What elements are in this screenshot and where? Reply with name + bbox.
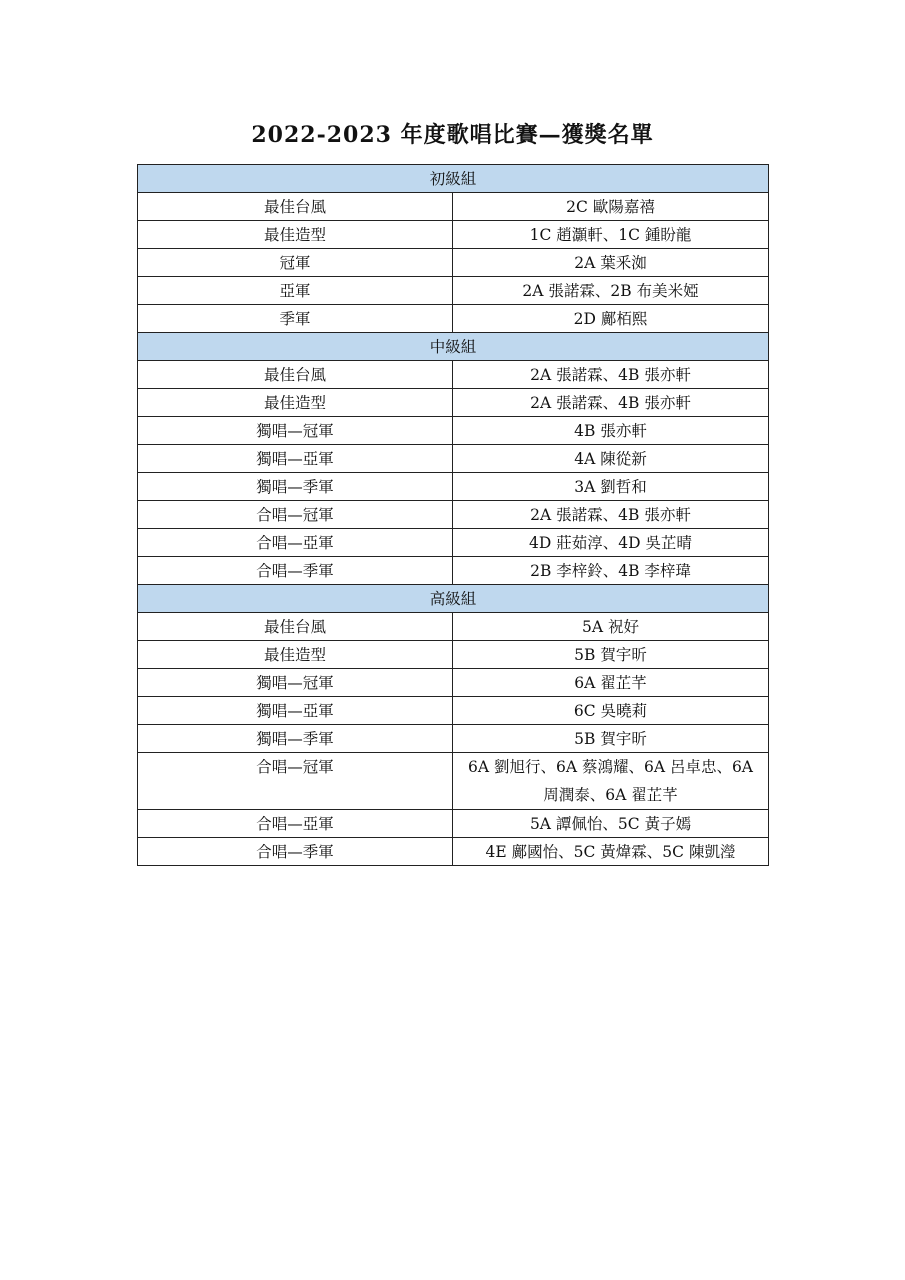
award-cell: 獨唱—冠軍 [138, 417, 453, 445]
winner-cell: 4D 莊茹淳、4D 吳芷晴 [453, 529, 769, 557]
table-row [138, 529, 769, 557]
winner-cell: 2A 張諾霖、2B 布美米婭 [453, 277, 769, 305]
winner-cell: 5B 賀宇昕 [453, 641, 769, 669]
table-row [138, 641, 769, 669]
group-title: 初級組 [138, 165, 769, 193]
award-cell: 獨唱—亞軍 [138, 697, 453, 725]
award-cell: 獨唱—季軍 [138, 473, 453, 501]
award-cell: 最佳台風 [138, 613, 453, 641]
table-row [138, 697, 769, 725]
group-header-senior [138, 585, 769, 613]
award-cell: 最佳造型 [138, 641, 453, 669]
table-row [138, 277, 769, 305]
winner-cell: 3A 劉哲和 [453, 473, 769, 501]
group-title: 高級組 [138, 585, 769, 613]
table-row [138, 445, 769, 473]
awards-table [137, 164, 769, 866]
award-cell: 最佳造型 [138, 221, 453, 249]
award-cell: 獨唱—冠軍 [138, 669, 453, 697]
award-cell: 亞軍 [138, 277, 453, 305]
table-row [138, 613, 769, 641]
award-cell: 合唱—亞軍 [138, 810, 453, 838]
table-row [138, 810, 769, 838]
table-row [138, 557, 769, 585]
winner-cell: 4B 張亦軒 [453, 417, 769, 445]
award-cell: 最佳台風 [138, 361, 453, 389]
award-cell: 合唱—季軍 [138, 838, 453, 866]
winner-cell: 2C 歐陽嘉禧 [453, 193, 769, 221]
winner-cell: 2A 張諾霖、4B 張亦軒 [453, 361, 769, 389]
table-row [138, 389, 769, 417]
award-cell: 冠軍 [138, 249, 453, 277]
award-cell: 獨唱—季軍 [138, 725, 453, 753]
group-header-junior [138, 165, 769, 193]
award-cell: 最佳造型 [138, 389, 453, 417]
award-cell: 合唱—冠軍 [138, 501, 453, 529]
table-row [138, 249, 769, 277]
winner-cell: 2A 張諾霖、4B 張亦軒 [453, 501, 769, 529]
table-row [138, 221, 769, 249]
winner-cell: 2A 張諾霖、4B 張亦軒 [453, 389, 769, 417]
winner-cell: 6A 劉旭行、6A 蔡鴻耀、6A 呂卓忠、6A 周潤泰、6A 翟芷芊 [453, 753, 769, 810]
winner-cell: 6C 吳曉莉 [453, 697, 769, 725]
award-cell: 合唱—冠軍 [138, 753, 453, 810]
group-header-intermediate [138, 333, 769, 361]
winner-cell: 1C 趙灝軒、1C 鍾盼龍 [453, 221, 769, 249]
winner-cell: 5B 賀宇昕 [453, 725, 769, 753]
table-row [138, 473, 769, 501]
winner-cell: 4A 陳從新 [453, 445, 769, 473]
winner-cell: 5A 譚佩怡、5C 黃子嫣 [453, 810, 769, 838]
award-cell: 獨唱—亞軍 [138, 445, 453, 473]
award-cell: 季軍 [138, 305, 453, 333]
table-row [138, 501, 769, 529]
award-cell: 合唱—亞軍 [138, 529, 453, 557]
table-row [138, 417, 769, 445]
page-title: 2022-2023 年度歌唱比賽—獲獎名單 [251, 122, 654, 148]
winner-cell: 2B 李梓鈴、4B 李梓瑋 [453, 557, 769, 585]
table-row [138, 838, 769, 866]
winner-cell: 2D 鄺栢熙 [453, 305, 769, 333]
table-row [138, 193, 769, 221]
winner-cell: 5A 祝好 [453, 613, 769, 641]
winner-cell: 4E 鄺國怡、5C 黃煒霖、5C 陳凱瀅 [453, 838, 769, 866]
group-title: 中級組 [138, 333, 769, 361]
table-row [138, 669, 769, 697]
table-row [138, 305, 769, 333]
table-row [138, 361, 769, 389]
winner-cell: 6A 翟芷芊 [453, 669, 769, 697]
table-row [138, 753, 769, 810]
winner-cell: 2A 葉釆洳 [453, 249, 769, 277]
table-row [138, 725, 769, 753]
award-cell: 最佳台風 [138, 193, 453, 221]
award-cell: 合唱—季軍 [138, 557, 453, 585]
